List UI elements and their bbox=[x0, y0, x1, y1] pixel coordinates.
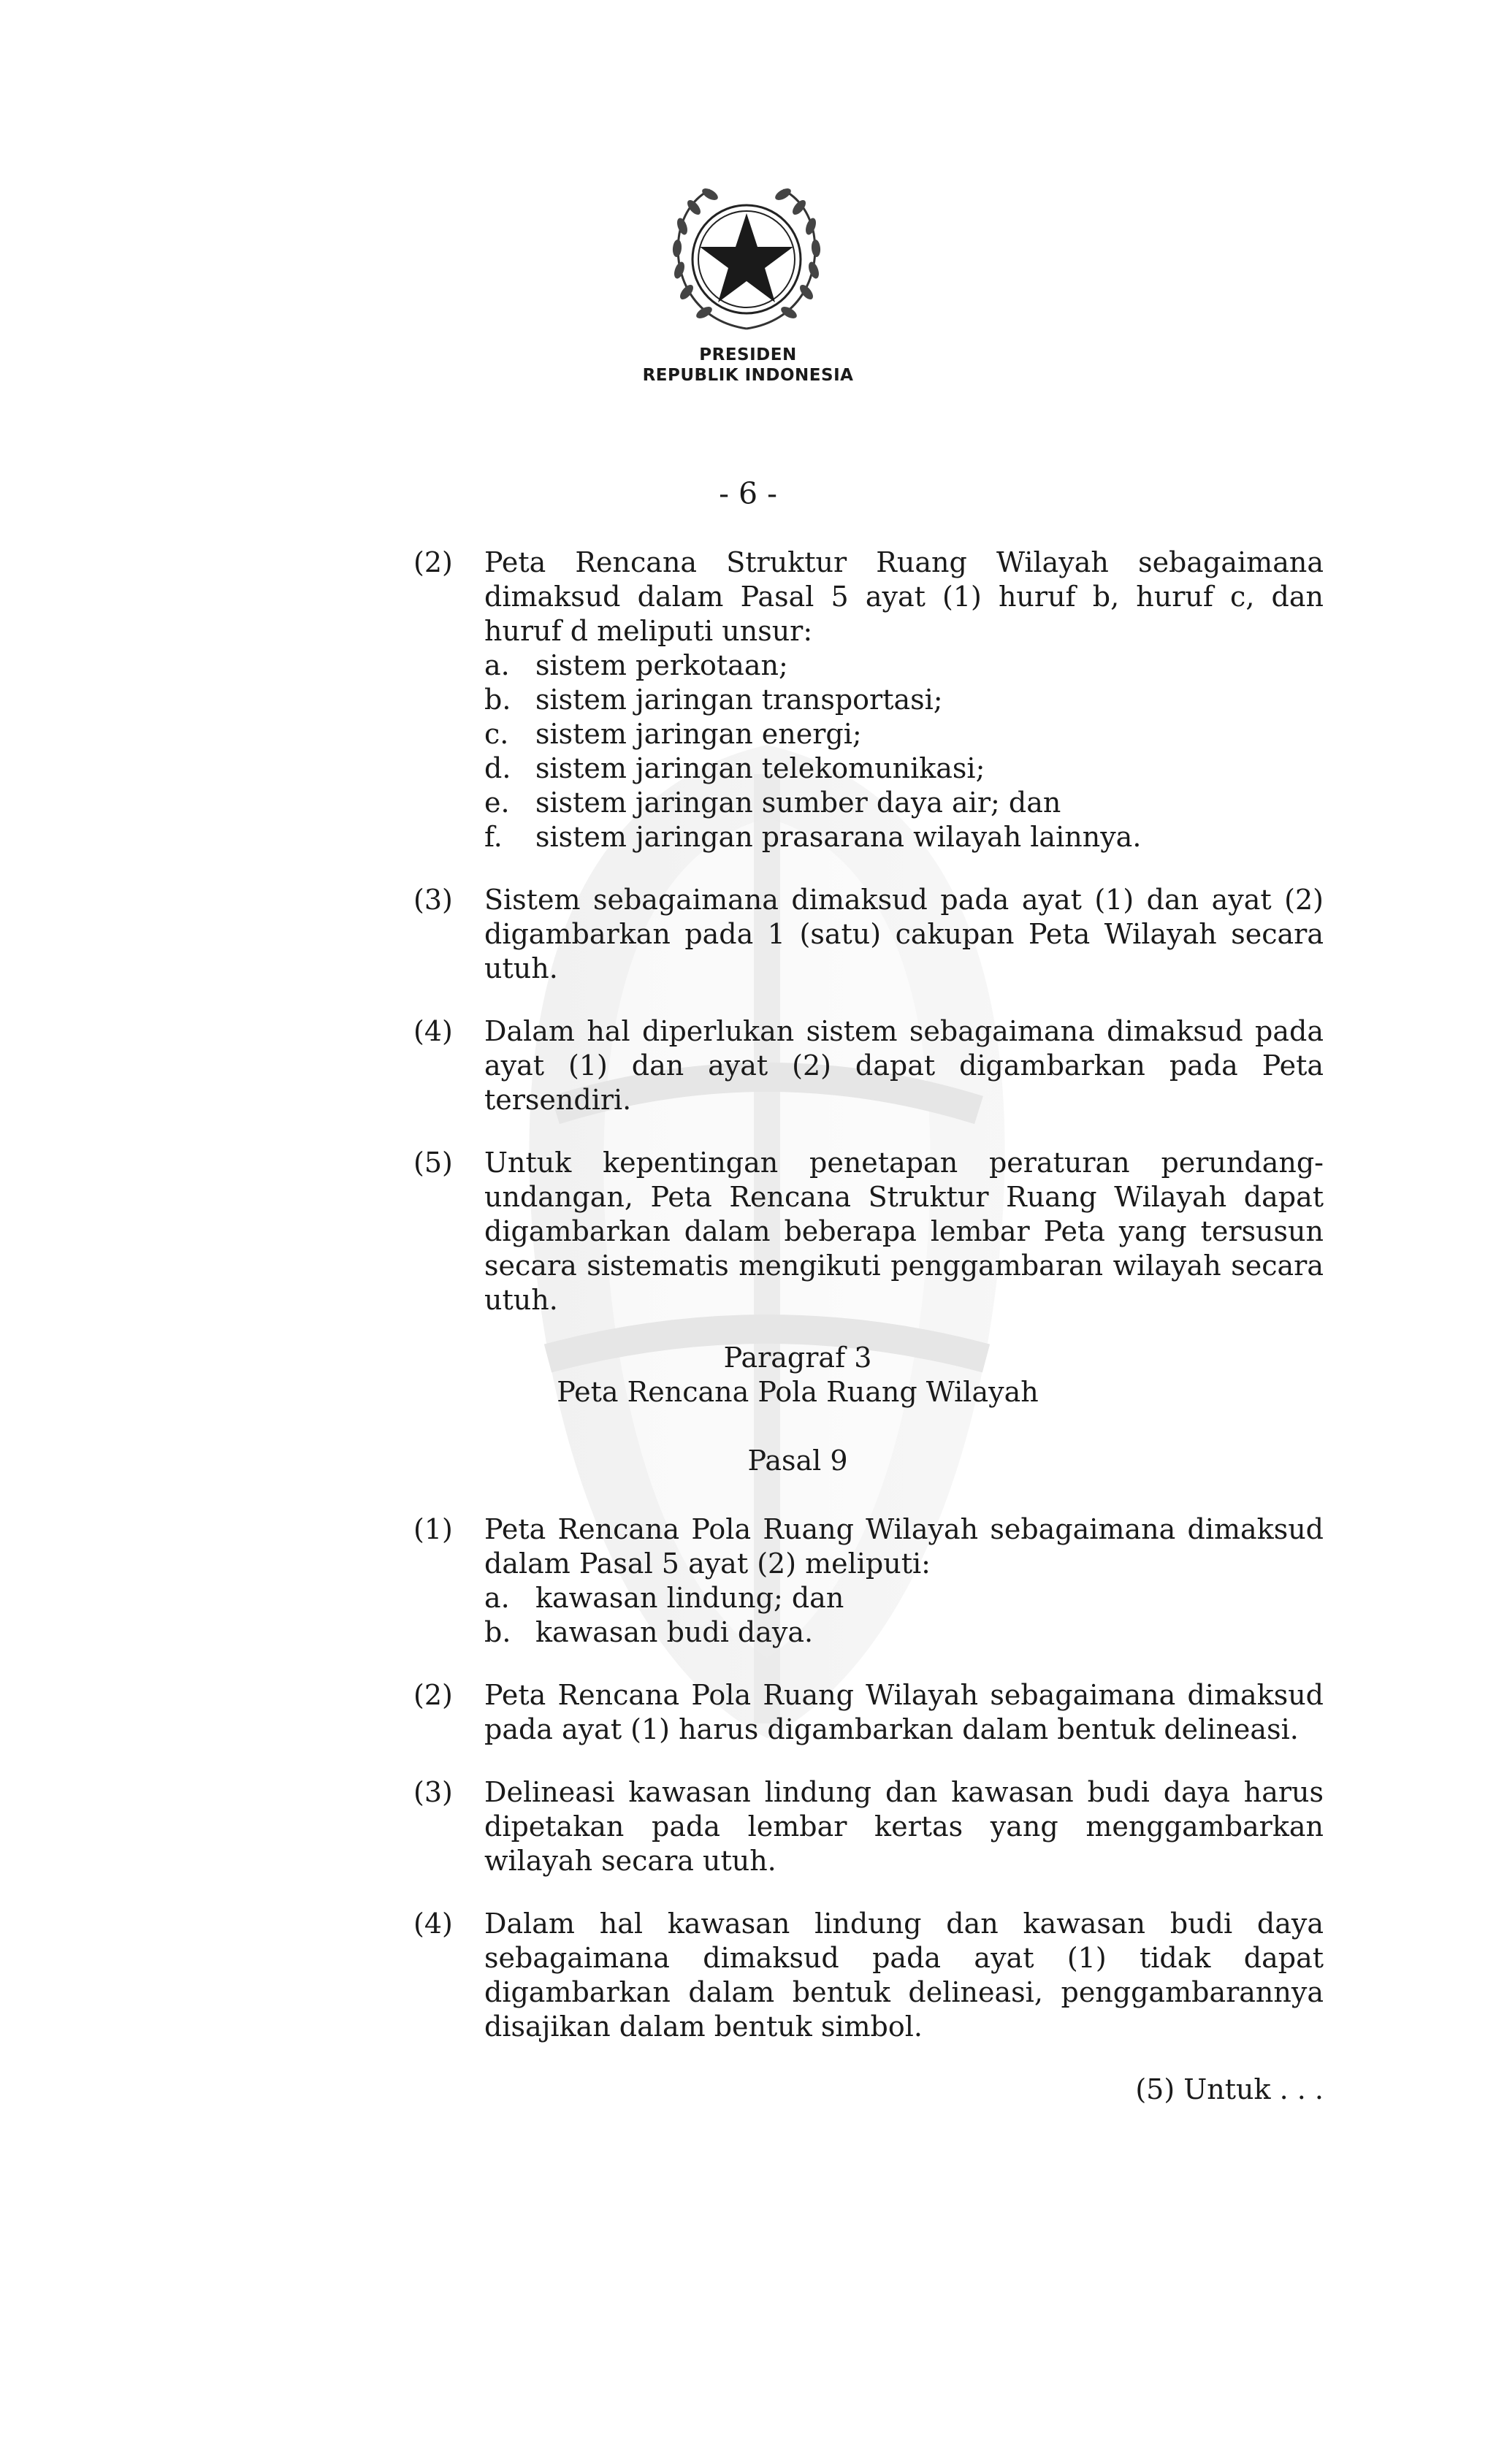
list-letter: a. bbox=[484, 1582, 510, 1614]
ayat-number: (2) bbox=[413, 546, 453, 578]
list-text: sistem jaringan energi; bbox=[535, 718, 862, 750]
ayat-text: Peta Rencana Pola Ruang Wilayah sebagaimana dimaksud dalam Pasal 5 ayat (2) meliputi: bbox=[484, 1513, 1324, 1580]
paragraf-label: Paragraf 3 bbox=[723, 1342, 872, 1374]
ayat-number: (3) bbox=[413, 1776, 453, 1808]
ayat-text: Untuk kepentingan penetapan peraturan perundang-undangan, Peta Rencana Struktur Ruang Wilayah dapat digambarkan dalam beberapa lembar Peta yang tersusun secara sistematis mengikuti penggambaran wilayah secara utuh. bbox=[484, 1147, 1324, 1316]
list-item bbox=[484, 786, 1324, 820]
list-item bbox=[484, 683, 1324, 717]
ayat-5-struktur bbox=[413, 1146, 1324, 1317]
list-item bbox=[484, 1581, 1324, 1615]
page-number: - 6 - bbox=[719, 476, 777, 511]
garuda-star-wreath-icon bbox=[666, 183, 827, 336]
list-text: kawasan budi daya. bbox=[535, 1616, 814, 1648]
ayat-number: (5) bbox=[413, 1147, 453, 1179]
list-item bbox=[484, 648, 1324, 683]
ayat-number: (2) bbox=[413, 1679, 453, 1711]
list-item bbox=[484, 1615, 1324, 1650]
ayat-text: Dalam hal diperlukan sistem sebagaimana dimaksud pada ayat (1) dan ayat (2) dapat digambarkan pada Peta tersendiri. bbox=[484, 1015, 1324, 1116]
ayat-3-pola bbox=[413, 1775, 1324, 1878]
ayat-4-pola bbox=[413, 1907, 1324, 2044]
ayat-number: (1) bbox=[413, 1513, 453, 1545]
list-item bbox=[484, 751, 1324, 786]
list-letter: d. bbox=[484, 752, 511, 784]
ayat-text: Delineasi kawasan lindung dan kawasan budi daya harus dipetakan pada lembar kertas yang menggambarkan wilayah secara utuh. bbox=[484, 1776, 1324, 1877]
pasal-heading: Pasal 9 bbox=[747, 1445, 848, 1477]
list-text: sistem perkotaan; bbox=[535, 649, 788, 681]
document-body bbox=[413, 546, 1324, 2107]
list-text: kawasan lindung; dan bbox=[535, 1582, 844, 1614]
list-letter: b. bbox=[484, 1616, 511, 1648]
list-letter: c. bbox=[484, 718, 509, 750]
ayat-4-struktur bbox=[413, 1014, 1324, 1117]
list-item bbox=[484, 717, 1324, 751]
emblem-title-line2: REPUBLIK INDONESIA bbox=[642, 366, 854, 385]
list-text: sistem jaringan transportasi; bbox=[535, 684, 943, 716]
ayat-number: (4) bbox=[413, 1015, 453, 1047]
ayat-3-struktur bbox=[413, 883, 1324, 986]
list-letter: a. bbox=[484, 649, 510, 681]
ayat-1-pola bbox=[413, 1512, 1324, 1650]
list-letter: b. bbox=[484, 684, 511, 716]
ayat-text: Peta Rencana Pola Ruang Wilayah sebagaimana dimaksud pada ayat (1) harus digambarkan dalam bentuk delineasi. bbox=[484, 1679, 1324, 1745]
emblem-title-line1: PRESIDEN bbox=[699, 345, 797, 364]
list-letter: f. bbox=[484, 821, 503, 853]
list-text: sistem jaringan prasarana wilayah lainnya. bbox=[535, 821, 1142, 853]
list-item bbox=[484, 820, 1324, 854]
ayat-number: (3) bbox=[413, 884, 453, 916]
list-letter: e. bbox=[484, 787, 510, 819]
ayat-text: Sistem sebagaimana dimaksud pada ayat (1) dan ayat (2) digambarkan pada 1 (satu) cakupan Peta Wilayah secara utuh. bbox=[484, 884, 1324, 984]
ayat-2-struktur bbox=[413, 546, 1324, 854]
ayat-text: Peta Rencana Struktur Ruang Wilayah sebagaimana dimaksud dalam Pasal 5 ayat (1) huruf b, huruf c, dan huruf d meliputi unsur: bbox=[484, 546, 1324, 647]
ayat-text: Dalam hal kawasan lindung dan kawasan budi daya sebagaimana dimaksud pada ayat (1) tidak dapat digambarkan dalam bentuk delineasi, penggambarannya disajikan dalam bentuk simbol. bbox=[484, 1908, 1324, 2043]
list-text: sistem jaringan telekomunikasi; bbox=[535, 752, 985, 784]
ayat-number: (4) bbox=[413, 1908, 453, 1940]
page-continuation: (5) Untuk . . . bbox=[1135, 2073, 1324, 2105]
ayat-2-pola bbox=[413, 1678, 1324, 1747]
list-text: sistem jaringan sumber daya air; dan bbox=[535, 787, 1061, 819]
paragraf-title: Peta Rencana Pola Ruang Wilayah bbox=[557, 1376, 1039, 1408]
